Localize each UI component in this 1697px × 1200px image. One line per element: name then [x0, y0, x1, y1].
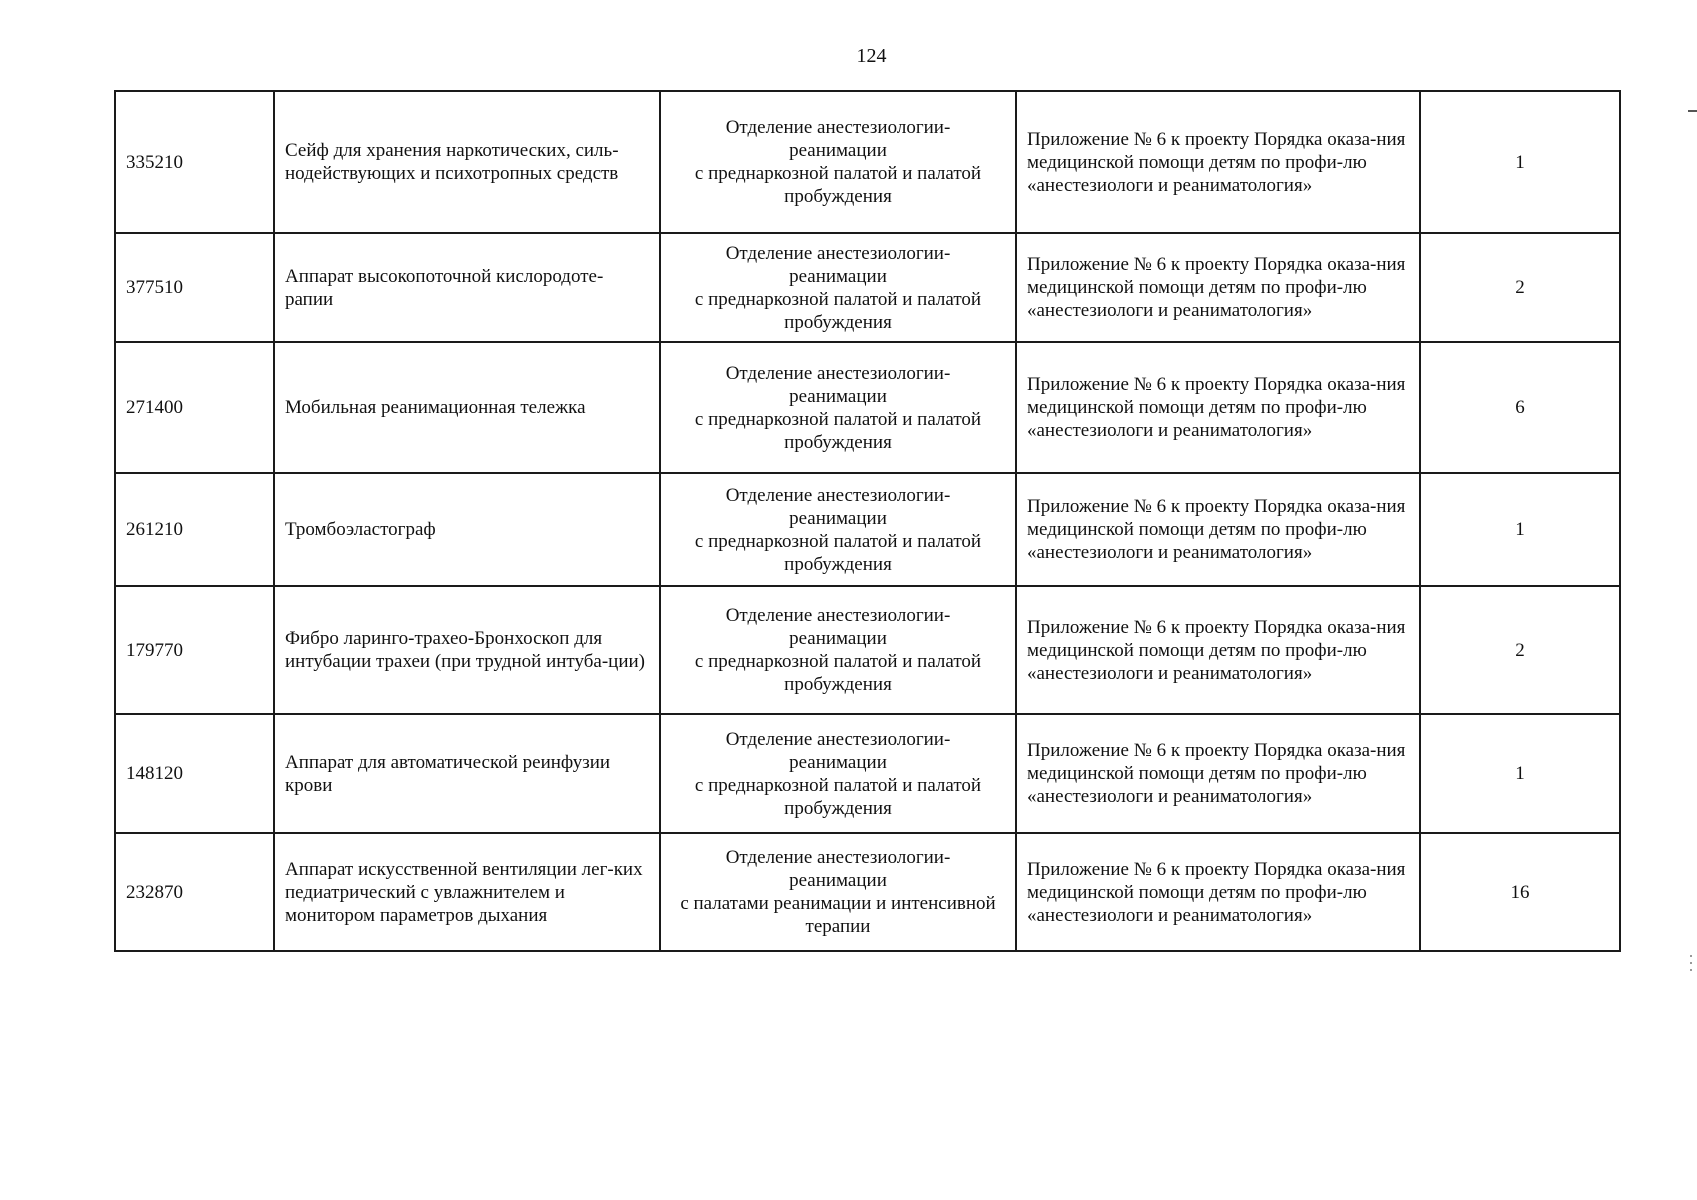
name-cell: Сейф для хранения наркотических, силь-нодействующих и психотропных средств: [274, 91, 660, 233]
quantity-cell: 6: [1420, 342, 1620, 473]
department-line: реанимации: [789, 140, 887, 161]
department-line: пробуждения: [784, 674, 892, 695]
scan-edge-dot: [1690, 969, 1692, 971]
department-line: с преднаркозной палатой и палатой: [694, 408, 982, 430]
table-row: [115, 586, 1620, 714]
department-line: пробуждения: [784, 553, 892, 575]
department-line: Отделение анестезиологии-: [725, 605, 951, 626]
code-cell: 232870: [115, 833, 274, 951]
department-line: Отделение анестезиологии-: [725, 728, 951, 750]
code-cell: 335210: [115, 91, 274, 233]
scan-edge-mark: [1688, 110, 1697, 112]
department-line: с палатами реанимации и интенсивной: [680, 893, 996, 914]
scan-edge-dot: [1690, 962, 1692, 964]
table-row: [115, 342, 1620, 473]
department-line: с преднаркозной палатой и палатой: [694, 774, 982, 796]
department-line: терапии: [805, 916, 871, 937]
table-row: [115, 91, 1620, 233]
department-line: с преднаркозной палатой и палатой: [694, 530, 982, 552]
reference-cell: Приложение № 6 к проекту Порядка оказа-ния медицинской помощи детям по профи-лю «анестезиологи и реаниматология»: [1016, 833, 1420, 951]
department-line: Отделение анестезиологии-: [725, 847, 951, 868]
department-cell: [660, 91, 1016, 233]
page-number: 124: [856, 45, 887, 67]
department-line: пробуждения: [784, 186, 892, 207]
quantity-cell: 1: [1420, 91, 1620, 233]
department-cell: [660, 342, 1016, 473]
code-cell: 261210: [115, 473, 274, 586]
department-line: реанимации: [789, 385, 887, 407]
scan-edge-dot: [1690, 955, 1692, 957]
department-cell: [660, 714, 1016, 833]
department-line: пробуждения: [784, 311, 892, 333]
department-line: реанимации: [789, 265, 887, 287]
quantity-cell: 1: [1420, 714, 1620, 833]
table-row: [115, 473, 1620, 586]
department-line: пробуждения: [784, 431, 892, 453]
department-line: реанимации: [789, 870, 887, 891]
department-line: реанимации: [789, 507, 887, 529]
quantity-cell: 2: [1420, 233, 1620, 342]
code-cell: 377510: [115, 233, 274, 342]
department-line: Отделение анестезиологии-: [725, 484, 951, 506]
department-line: Отделение анестезиологии-: [725, 117, 951, 138]
department-line: Отделение анестезиологии-: [725, 242, 951, 264]
table-row: [115, 714, 1620, 833]
reference-cell: Приложение № 6 к проекту Порядка оказа-ния медицинской помощи детям по профи-лю «анестезиологи и реаниматология»: [1016, 342, 1420, 473]
quantity-cell: 2: [1420, 586, 1620, 714]
table-row: [115, 233, 1620, 342]
name-cell: Тромбоэластограф: [274, 473, 660, 586]
reference-cell: Приложение № 6 к проекту Порядка оказа-ния медицинской помощи детям по профи-лю «анестезиологи и реаниматология»: [1016, 714, 1420, 833]
code-cell: 271400: [115, 342, 274, 473]
department-cell: [660, 233, 1016, 342]
reference-cell: Приложение № 6 к проекту Порядка оказа-ния медицинской помощи детям по профи-лю «анестезиологи и реаниматология»: [1016, 586, 1420, 714]
department-line: реанимации: [789, 751, 887, 773]
name-cell: Мобильная реанимационная тележка: [274, 342, 660, 473]
department-line: с преднаркозной палатой и палатой: [694, 651, 982, 672]
name-cell: Аппарат искусственной вентиляции лег-ких педиатрический с увлажнителем и монитором параметров дыхания: [274, 833, 660, 951]
department-line: с преднаркозной палатой и палатой: [694, 288, 982, 310]
department-line: пробуждения: [784, 797, 892, 819]
name-cell: Аппарат для автоматической реинфузии крови: [274, 714, 660, 833]
quantity-cell: 1: [1420, 473, 1620, 586]
department-cell: [660, 586, 1016, 714]
department-line: Отделение анестезиологии-: [725, 362, 951, 384]
department-line: с преднаркозной палатой и палатой: [694, 163, 982, 184]
reference-cell: Приложение № 6 к проекту Порядка оказа-ния медицинской помощи детям по профи-лю «анестезиологи и реаниматология»: [1016, 473, 1420, 586]
reference-cell: Приложение № 6 к проекту Порядка оказа-ния медицинской помощи детям по профи-лю «анестезиологи и реаниматология»: [1016, 233, 1420, 342]
code-cell: 179770: [115, 586, 274, 714]
department-cell: [660, 473, 1016, 586]
department-line: реанимации: [789, 628, 887, 649]
table-row: [115, 833, 1620, 951]
equipment-table: [114, 90, 1621, 952]
reference-cell: Приложение № 6 к проекту Порядка оказа-ния медицинской помощи детям по профи-лю «анестезиологи и реаниматология»: [1016, 91, 1420, 233]
quantity-cell: 16: [1420, 833, 1620, 951]
department-cell: [660, 833, 1016, 951]
code-cell: 148120: [115, 714, 274, 833]
name-cell: Аппарат высокопоточной кислородоте-рапии: [274, 233, 660, 342]
name-cell: Фибро ларинго-трахео-Бронхоскоп для интубации трахеи (при трудной интуба-ции): [274, 586, 660, 714]
